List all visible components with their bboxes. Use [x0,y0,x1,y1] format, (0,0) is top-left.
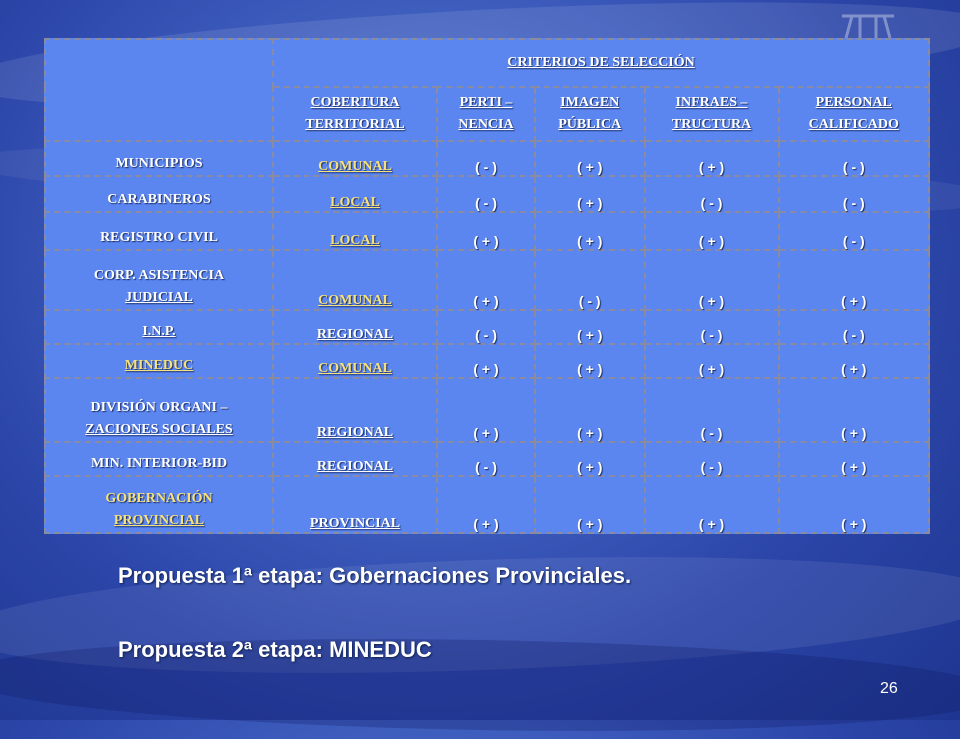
criterion-value: ( - ) [779,141,929,176]
criterion-value: ( - ) [779,176,929,212]
table-row [45,344,929,378]
criterion-value: ( + ) [779,442,929,476]
criterion-value: ( + ) [535,176,645,212]
criterion-value: ( - ) [645,442,779,476]
criterion-value: ( - ) [437,310,535,344]
criterion-value: ( + ) [779,378,929,442]
criterion-value: ( - ) [645,310,779,344]
coverage-value: REGIONAL [273,310,437,344]
table-row [45,176,929,212]
proposal-stage-2: Propuesta 2ª etapa: MINEDUC [118,637,432,662]
criterion-value: ( + ) [645,476,779,533]
coverage-value: PROVINCIAL [273,476,437,533]
institution-name: DIVISIÓN ORGANI – ZACIONES SOCIALES [45,378,273,442]
column-header: IMAGEN PÚBLICA [535,87,645,141]
criterion-value: ( + ) [645,250,779,310]
institution-name: CORP. ASISTENCIA JUDICIAL [45,250,273,310]
criteria-header: CRITERIOS DE SELECCIÓN [273,39,929,87]
institution-name: I.N.P. [45,310,273,344]
criterion-value: ( - ) [645,176,779,212]
institution-name: MINEDUC [45,344,273,378]
coverage-value: LOCAL [273,176,437,212]
criterion-value: ( - ) [437,442,535,476]
coverage-value: REGIONAL [273,442,437,476]
criterion-value: ( + ) [535,476,645,533]
table-header-row [45,39,929,87]
table-row [45,310,929,344]
criterion-value: ( + ) [645,344,779,378]
institution-name: CARABINEROS [45,176,273,212]
institution-name: REGISTRO CIVIL [45,212,273,250]
table-row [45,250,929,310]
coverage-value: COMUNAL [273,250,437,310]
criterion-value: ( + ) [535,378,645,442]
criterion-value: ( + ) [535,212,645,250]
coverage-value: COMUNAL [273,344,437,378]
criterion-value: ( + ) [535,442,645,476]
criterion-value: ( + ) [437,378,535,442]
criterion-value: ( - ) [645,378,779,442]
criterion-value: ( + ) [437,344,535,378]
table-row [45,141,929,176]
criterion-value: ( - ) [779,212,929,250]
proposal-stage-1: Propuesta 1ª etapa: Gobernaciones Provinciales. [118,563,632,588]
table-row [45,212,929,250]
coverage-value: COMUNAL [273,141,437,176]
criterion-value: ( + ) [535,141,645,176]
corner-cell [45,39,273,141]
criterion-value: ( + ) [779,476,929,533]
criterion-value: ( - ) [535,250,645,310]
criterion-value: ( + ) [437,212,535,250]
column-header: COBERTURA TERRITORIAL [273,87,437,141]
criterion-value: ( + ) [645,141,779,176]
coverage-value: REGIONAL [273,378,437,442]
column-header: PERSONAL CALIFICADO [779,87,929,141]
column-header: INFRAES – TRUCTURA [645,87,779,141]
criterion-value: ( - ) [437,176,535,212]
institution-name: MIN. INTERIOR-BID [45,442,273,476]
column-header: PERTI – NENCIA [437,87,535,141]
institution-name: GOBERNACIÓN PROVINCIAL [45,476,273,533]
table-row [45,378,929,442]
selection-criteria-table [44,38,930,534]
criterion-value: ( + ) [437,476,535,533]
scales-logo-icon [838,12,898,40]
criterion-value: ( + ) [645,212,779,250]
table-row [45,442,929,476]
institution-name: MUNICIPIOS [45,141,273,176]
criterion-value: ( + ) [437,250,535,310]
criterion-value: ( + ) [779,250,929,310]
coverage-value: LOCAL [273,212,437,250]
criterion-value: ( + ) [535,310,645,344]
criterion-value: ( - ) [779,310,929,344]
criterion-value: ( - ) [437,141,535,176]
page-number: 26 [880,680,898,697]
table-row [45,476,929,533]
criterion-value: ( + ) [535,344,645,378]
criterion-value: ( + ) [779,344,929,378]
